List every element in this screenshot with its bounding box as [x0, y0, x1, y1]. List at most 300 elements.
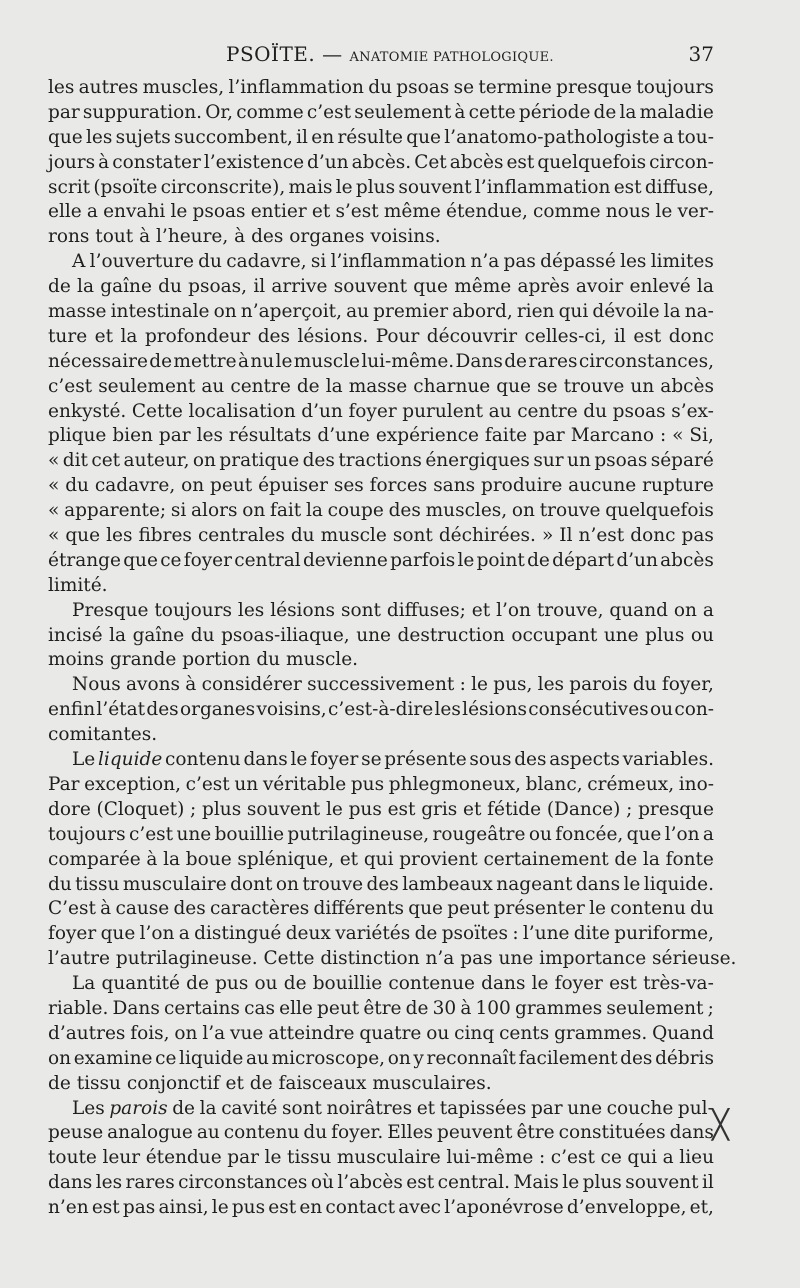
word: par [48, 101, 80, 123]
text-line [48, 1196, 714, 1221]
word: du [290, 525, 315, 547]
word: a [702, 599, 714, 621]
word: voisins. [370, 226, 441, 248]
running-title [226, 42, 554, 66]
word: contenu [610, 898, 686, 920]
word: donc [630, 525, 676, 547]
word: diffuse, [644, 176, 714, 198]
word: A [72, 251, 86, 273]
word: puriforme, [614, 923, 714, 945]
word: ses [333, 475, 364, 497]
word: noirâtres [326, 1097, 413, 1119]
word: est [387, 798, 416, 820]
word: l’ouverture [89, 251, 194, 273]
word: « [48, 500, 60, 522]
word: l’autre [48, 948, 110, 970]
word: les [95, 1172, 123, 1194]
word: plique [48, 425, 107, 447]
word: au [196, 1122, 220, 1144]
word: musculaires. [372, 1072, 492, 1094]
word: à [185, 674, 197, 696]
text-line [48, 300, 714, 325]
word: qui [558, 301, 589, 323]
text-line [48, 225, 714, 250]
word: le [562, 1172, 580, 1194]
word: d’une [317, 425, 370, 447]
word: » [541, 525, 554, 547]
word: ou [254, 973, 278, 995]
word: au [201, 375, 225, 397]
word: le [655, 201, 673, 223]
word: Presque [72, 599, 149, 621]
word: rares [528, 350, 578, 372]
word: lambeaux [402, 873, 493, 895]
word: trouve [539, 500, 601, 522]
word: c’est [185, 773, 230, 795]
word: enlevé [629, 276, 691, 298]
word: c’est [128, 823, 174, 845]
word: circon- [649, 151, 714, 173]
word: tapissées [439, 1097, 527, 1119]
word: plus [645, 624, 685, 646]
word: déchirées. [438, 525, 536, 547]
word: l’inflammation [330, 251, 467, 273]
word: tractions [338, 450, 422, 472]
word: apparente; [64, 500, 167, 522]
text-line [48, 325, 714, 350]
word: de [172, 1097, 196, 1119]
word: les [196, 425, 223, 447]
word: différents [313, 898, 405, 920]
text-line [48, 101, 714, 126]
word: tissu [76, 1072, 121, 1094]
word: bien [112, 425, 153, 447]
word: à [139, 226, 151, 248]
word: les [106, 525, 133, 547]
word: c’est [306, 101, 352, 123]
word: : [659, 425, 667, 447]
word: expérience [375, 425, 479, 447]
word: de [186, 973, 209, 995]
word: comme [533, 201, 601, 223]
word: psoas, [188, 276, 248, 298]
word: a [662, 126, 674, 148]
word: psoas [612, 400, 666, 422]
word: parfois [390, 549, 456, 571]
word: ce [155, 1047, 177, 1069]
word: souvent [333, 276, 407, 298]
word: il [296, 126, 308, 148]
word: se [361, 749, 382, 771]
word: leur [102, 1147, 141, 1169]
text-line [48, 76, 714, 101]
word: produire [481, 475, 563, 497]
text-line [48, 200, 714, 225]
word: lésions. [297, 325, 369, 347]
word: à [454, 101, 466, 123]
word: rupture [642, 475, 714, 497]
word: le [211, 1197, 229, 1219]
text-line [48, 798, 714, 823]
word: on [181, 475, 205, 497]
word: résulte [337, 126, 403, 148]
word: masse [348, 375, 408, 397]
word: moins [48, 649, 105, 671]
word: des [388, 500, 421, 522]
word: il [701, 1172, 714, 1194]
word: Nous [72, 674, 121, 696]
word: étendue [145, 1147, 222, 1169]
word: forces [369, 475, 428, 497]
word: sont [340, 599, 381, 621]
word: après [517, 276, 570, 298]
word: trouve [302, 873, 364, 895]
word: charnue [413, 375, 491, 397]
word: au [346, 301, 370, 323]
word: rougeâtre [432, 823, 526, 845]
word: n’a [470, 251, 500, 273]
word: épuiser [258, 475, 328, 497]
word: dans [243, 749, 288, 771]
word: termine [478, 77, 552, 98]
running-title-sub: ANATOMIE PATHOLOGIQUE. [349, 50, 554, 65]
word: de [48, 276, 71, 298]
word: avoir [575, 276, 624, 298]
word: limites [650, 251, 714, 273]
word: microscope, [271, 1047, 386, 1069]
word: Dans [112, 997, 160, 1019]
word: parois [109, 1097, 168, 1119]
word: aspects [549, 749, 620, 771]
word: ainsi, [158, 1197, 209, 1219]
word: qui [627, 1147, 658, 1169]
word: tissu [287, 1147, 332, 1169]
word: fétide [487, 798, 542, 820]
word: ou [426, 1022, 450, 1044]
word: peuse [48, 1122, 104, 1144]
word: est [633, 325, 662, 347]
text-line [48, 922, 714, 947]
word: organes [289, 226, 365, 248]
text-line [48, 1072, 714, 1097]
word: profondeur [144, 325, 251, 347]
word: peut [210, 475, 253, 497]
word: Les [72, 1097, 105, 1119]
word: con- [674, 699, 714, 721]
text-line [48, 1097, 714, 1122]
word: ; [707, 997, 714, 1019]
word: centre [517, 400, 578, 422]
word: « [48, 450, 60, 472]
word: et [339, 848, 359, 870]
word: pul- [677, 1097, 714, 1119]
word: en [311, 126, 335, 148]
word: une [567, 1097, 603, 1119]
word: cause [115, 898, 170, 920]
word: le [457, 549, 475, 571]
word: seulement [606, 997, 704, 1019]
word: conjonctif [126, 1072, 220, 1094]
word: « [672, 425, 684, 447]
word: masse [48, 301, 107, 323]
word: par [533, 425, 565, 447]
word: muscles, [142, 77, 225, 98]
word: des [366, 873, 399, 895]
word: psoïtes [441, 923, 508, 945]
word: il [614, 325, 626, 347]
word: bouillie [214, 823, 285, 845]
word: nous [605, 201, 651, 223]
word: est [406, 1172, 435, 1194]
word: on [673, 599, 697, 621]
word: cinq [454, 1022, 495, 1044]
word: jours [48, 151, 96, 173]
word: alors [191, 500, 238, 522]
word: devienne [302, 549, 388, 571]
word: les [86, 126, 113, 148]
word: successivement [307, 674, 455, 696]
word: sont [281, 1097, 322, 1119]
word: Marcano [570, 425, 654, 447]
word: Quand [652, 1022, 714, 1044]
text-line [48, 275, 714, 300]
word: voisins, [256, 699, 327, 721]
word: caractères [210, 898, 310, 920]
word: étendue, [446, 201, 528, 223]
word: autres [78, 77, 139, 98]
word: blanc, [525, 773, 583, 795]
word: splénique, [237, 848, 334, 870]
word: consécutives [528, 699, 649, 721]
word: musculaire [122, 873, 227, 895]
word: sujets [115, 126, 171, 148]
word: l’a [202, 1022, 226, 1044]
word: se [453, 77, 475, 98]
word: cadavre, [226, 251, 307, 273]
word: importance [539, 948, 647, 970]
running-header [48, 42, 714, 70]
word: s’est [335, 201, 379, 223]
word: ino- [678, 773, 714, 795]
word: pratique [219, 450, 300, 472]
word: dans [48, 1172, 93, 1194]
word: que [65, 525, 101, 547]
word: : [538, 1147, 546, 1169]
word: n’aperçoit, [240, 301, 342, 323]
word: pus [231, 1197, 266, 1219]
word: d’un [307, 151, 349, 173]
word: organes [179, 699, 256, 721]
word: est [506, 151, 535, 173]
word: présente [384, 749, 467, 771]
word: de [414, 923, 438, 945]
word: Cet [414, 151, 447, 173]
word: la [163, 848, 181, 870]
word: aucune [568, 475, 637, 497]
word: psoas [594, 450, 648, 472]
word: du [632, 674, 657, 696]
word: résultats [228, 425, 312, 447]
word: on [192, 450, 216, 472]
word: enfin [48, 699, 96, 721]
word: psoas-iliaque, [221, 624, 350, 646]
word: par [530, 1097, 563, 1119]
text-line [48, 848, 714, 873]
word: ; [190, 798, 197, 820]
word: des [514, 749, 547, 771]
word: intestinale [110, 301, 210, 323]
word: diffuses; [386, 599, 466, 621]
word: cents [499, 1022, 550, 1044]
word: Cette [131, 400, 183, 422]
text-body [48, 76, 737, 1221]
word: l’existence [203, 151, 305, 173]
word: trouve, [536, 599, 604, 621]
word: et [94, 325, 114, 347]
word: du [48, 873, 72, 895]
word: on [174, 1022, 198, 1044]
word: de [149, 350, 173, 372]
word: des [146, 699, 179, 721]
word: faite [484, 425, 528, 447]
word: les [434, 699, 461, 721]
text-line [48, 1121, 714, 1146]
word: du [368, 77, 393, 98]
handwritten-margin-mark: ╳ [712, 1108, 729, 1141]
word: foncée, [555, 823, 624, 845]
word: la [120, 325, 138, 347]
word: les [537, 674, 565, 696]
word: une [176, 823, 212, 845]
word: celles-ci, [524, 325, 607, 347]
word: la [696, 276, 714, 298]
word: du [583, 400, 608, 422]
word: dit [62, 450, 88, 472]
word: exception, [84, 773, 181, 795]
word: l’anatomo-pathologiste [444, 126, 660, 148]
text-line [48, 250, 714, 275]
word: foyer [310, 749, 359, 771]
word: rons [48, 226, 90, 248]
word: « [48, 525, 60, 547]
word: les [620, 251, 647, 273]
word: elle [279, 997, 313, 1019]
text-line [48, 947, 737, 972]
word: y [413, 1047, 424, 1069]
word: de [527, 549, 550, 571]
word: du [690, 898, 714, 920]
text-line [48, 1146, 714, 1171]
word: foyer [348, 400, 397, 422]
word: circonscrite), [160, 176, 286, 198]
word: la [305, 500, 323, 522]
word: foyer [48, 923, 97, 945]
word: auteur, [123, 450, 190, 472]
word: abcès [660, 375, 714, 397]
word: abcès [660, 549, 714, 571]
word: à [234, 226, 246, 248]
word: la [325, 375, 343, 397]
word: comitantes. [48, 724, 158, 746]
word: dont [230, 873, 273, 895]
word: atteindre [268, 1022, 355, 1044]
word: gaîne [132, 624, 185, 646]
word: Mais [513, 1172, 559, 1194]
word: : [512, 923, 519, 945]
word: putrilagineuse, [287, 823, 430, 845]
word: la [642, 848, 660, 870]
word: foyer. [331, 1122, 384, 1144]
word: il [253, 276, 266, 298]
word: pas [460, 948, 493, 970]
word: une [356, 624, 391, 646]
text-line [48, 375, 714, 400]
word: découvrir [426, 325, 518, 347]
word: plus [355, 176, 396, 198]
word: des [251, 226, 284, 248]
word: faisceaux [278, 1072, 367, 1094]
word: couche [606, 1097, 674, 1119]
word: lui-même [446, 1147, 534, 1169]
word: dévoile [592, 301, 660, 323]
word: énergiques [425, 450, 530, 472]
word: analogue [107, 1122, 193, 1144]
word: nécessaire [48, 350, 148, 372]
word: pas [503, 251, 536, 273]
word: liquide [97, 749, 163, 771]
word: même [454, 276, 512, 298]
word: distinction [320, 948, 420, 970]
word: fait [269, 500, 302, 522]
word: nu [250, 350, 275, 372]
word: l’heure, [156, 226, 229, 248]
text-line [48, 350, 714, 375]
word: foyer [183, 549, 232, 571]
word: pus [350, 773, 385, 795]
word: que [48, 126, 83, 148]
word: grande [109, 649, 177, 671]
word: muscle [293, 350, 360, 372]
word: par [227, 1147, 259, 1169]
word: muscles, [425, 500, 508, 522]
word: vue [230, 1022, 264, 1044]
word: ou [690, 624, 714, 646]
word: muscle [320, 525, 387, 547]
word: pas [122, 1197, 156, 1219]
word: a [178, 923, 190, 945]
word: n’a [425, 948, 455, 970]
word: tissu [75, 873, 120, 895]
word: ce [600, 1147, 622, 1169]
word: de [504, 350, 527, 372]
word: l’état [96, 699, 146, 721]
word: lésions [462, 699, 527, 721]
word: quelquefois [605, 500, 714, 522]
word: ou [649, 699, 674, 721]
word: riable. [48, 997, 109, 1019]
word: Par [48, 773, 80, 795]
word: contenue [388, 973, 475, 995]
word: du [256, 649, 281, 671]
text-line [48, 499, 714, 524]
word: la [199, 1097, 217, 1119]
word: succombent, [174, 126, 293, 148]
text-line [48, 723, 714, 748]
word: du [65, 475, 89, 497]
word: du [303, 1122, 328, 1144]
text-line [48, 823, 714, 848]
word: sont [392, 525, 433, 547]
